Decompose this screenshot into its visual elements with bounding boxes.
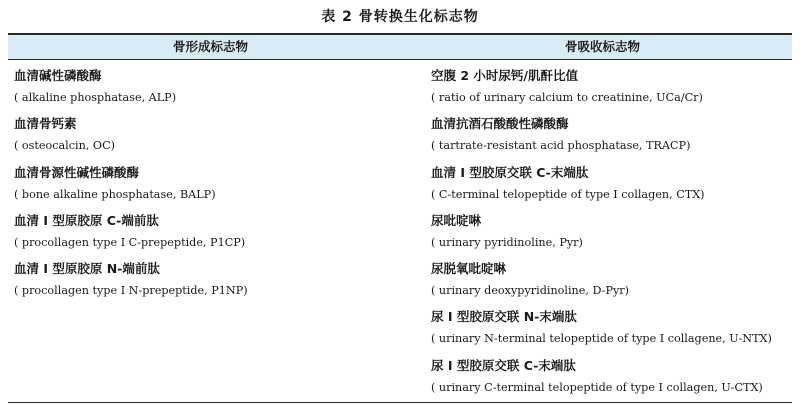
- formation-marker: [14, 256, 409, 304]
- marker-name-en: ( urinary C-terminal telopeptide of type Ⅰ collagen, U-CTX): [431, 380, 763, 394]
- marker-name-cn: 尿脱氧吡啶啉: [431, 261, 507, 277]
- marker-name-cn: 血清 Ⅰ 型胶原交联 C-末端肽: [431, 164, 589, 180]
- table-caption: 表 2 骨转换生化标志物: [321, 9, 479, 25]
- marker-name-en: ( urinary N-terminal telopeptide of type Ⅰ collagene, U-NTX): [431, 332, 772, 346]
- marker-name-cn: 血清骨钙素: [14, 116, 77, 132]
- formation-marker: [14, 111, 409, 159]
- marker-name-en: ( urinary pyridinoline, Pyr): [431, 235, 583, 249]
- marker-name-cn: 血清碱性磷酸酶: [14, 68, 102, 83]
- resorption-marker: [431, 353, 791, 401]
- marker-name-cn: 尿吡啶啉: [431, 212, 482, 228]
- marker-name-en: ( procollagen type Ⅰ C-prepeptide, P1CP): [14, 235, 246, 249]
- marker-name-en: ( urinary deoxypyridinoline, D-Pyr): [431, 284, 629, 298]
- formation-marker: [14, 160, 409, 208]
- marker-name-en: ( osteocalcin, OC): [14, 139, 116, 153]
- formation-marker: [14, 208, 409, 256]
- resorption-marker: [431, 160, 791, 208]
- table-header: [8, 35, 792, 59]
- resorption-header: 骨吸收标志物: [564, 39, 640, 54]
- marker-name-cn: 血清骨源性碱性磷酸酶: [14, 164, 140, 180]
- marker-name-en: ( C-terminal telopeptide of type Ⅰ collagen, CTX): [431, 187, 705, 201]
- formation-marker: [14, 63, 409, 111]
- marker-name-en: ( procollagen type Ⅰ N-prepeptide, P1NP): [14, 284, 248, 298]
- formation-header: 骨形成标志物: [172, 39, 248, 54]
- resorption-marker: [431, 256, 791, 304]
- marker-name-cn: 空腹 2 小时尿钙/肌酐比值: [431, 68, 578, 83]
- marker-name-en: ( alkaline phosphatase, ALP): [14, 91, 177, 104]
- marker-name-cn: 血清抗酒石酸酸性磷酸酶: [431, 116, 569, 132]
- marker-name-cn: 尿 Ⅰ 型胶原交联 N-末端肽: [431, 309, 577, 325]
- resorption-marker: [431, 304, 791, 352]
- marker-name-cn: 尿 Ⅰ 型胶原交联 C-末端肽: [431, 357, 576, 373]
- resorption-marker: [431, 208, 791, 256]
- marker-name-cn: 血清 Ⅰ 型原胶原 C-端前肽: [14, 212, 159, 228]
- resorption-marker: [431, 111, 791, 159]
- header-rule: [8, 59, 792, 60]
- marker-name-en: ( tartrate-resistant acid phosphatase, TRACP): [431, 139, 691, 153]
- marker-name-cn: 血清 Ⅰ 型原胶原 N-端前肽: [14, 261, 160, 277]
- marker-name-en: ( ratio of urinary calcium to creatinine, UCa/Cr): [431, 91, 703, 104]
- resorption-marker: [431, 63, 791, 111]
- formation-column: [14, 63, 409, 304]
- resorption-column: [431, 63, 791, 401]
- marker-name-en: ( bone alkaline phosphatase, BALP): [14, 187, 216, 201]
- bottom-rule: [8, 402, 792, 403]
